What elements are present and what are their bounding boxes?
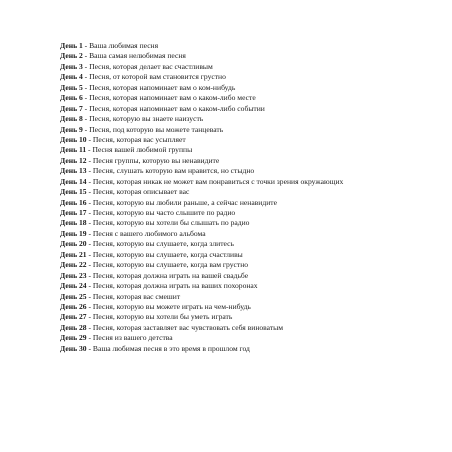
song-prompt-text: Песня, которая напоминает вам о каком-либо месте bbox=[89, 93, 256, 103]
day-label: День 20 bbox=[60, 239, 87, 249]
separator: - bbox=[86, 155, 93, 165]
song-prompt-text: Песня группы, которую вы ненавидите bbox=[92, 155, 220, 165]
day-label: День 29 bbox=[60, 333, 87, 343]
list-item bbox=[60, 229, 343, 239]
list-item bbox=[60, 239, 343, 249]
separator: - bbox=[86, 239, 93, 249]
day-label: День 6 bbox=[60, 93, 83, 103]
song-prompt-text: Песня, которую вы хотели бы слышать по радио bbox=[92, 218, 250, 228]
song-prompt-text: Песня, которая должна играть на вашей свадьбе bbox=[92, 270, 249, 280]
separator: - bbox=[86, 281, 93, 291]
separator: - bbox=[82, 72, 90, 82]
song-prompt-text: Ваша самая нелюбимая песня bbox=[89, 51, 186, 61]
list-item bbox=[60, 281, 343, 291]
song-challenge-list bbox=[60, 41, 343, 354]
list-item bbox=[60, 72, 343, 82]
list-item bbox=[60, 218, 343, 228]
list-item bbox=[60, 208, 343, 218]
day-label: День 23 bbox=[60, 270, 87, 280]
song-prompt-text: Песня, под которую вы можете танцевать bbox=[89, 124, 224, 134]
day-label: День 26 bbox=[60, 301, 87, 311]
list-item bbox=[60, 302, 343, 312]
song-prompt-text: Песня, которая напоминает вам о каком-либо событии bbox=[89, 103, 265, 113]
day-label: День 12 bbox=[60, 155, 87, 165]
list-item bbox=[60, 114, 343, 124]
separator: - bbox=[86, 249, 93, 259]
list-item bbox=[60, 41, 343, 51]
day-label: День 13 bbox=[60, 166, 87, 176]
separator: - bbox=[86, 312, 93, 322]
song-prompt-text: Песня вашей любимой группы bbox=[92, 145, 193, 155]
separator: - bbox=[86, 333, 93, 343]
song-prompt-text: Песня, которую вы слушаете, когда вам грустно bbox=[92, 260, 249, 270]
separator: - bbox=[82, 114, 90, 124]
song-prompt-text: Песня, которая заставляет вас чувствовать себя виноватым bbox=[92, 322, 284, 332]
day-label: День 21 bbox=[60, 249, 87, 259]
list-item bbox=[60, 323, 343, 333]
day-label: День 24 bbox=[60, 281, 87, 291]
song-prompt-text: Песня, которая вас смешит bbox=[92, 291, 181, 301]
list-item bbox=[60, 344, 343, 354]
song-prompt-text: Песня, которая описывает вас bbox=[92, 187, 190, 197]
day-label: День 4 bbox=[60, 72, 83, 82]
day-label: День 7 bbox=[60, 103, 83, 113]
list-item bbox=[60, 271, 343, 281]
separator: - bbox=[82, 61, 90, 71]
list-item bbox=[60, 62, 343, 72]
separator: - bbox=[86, 197, 93, 207]
song-prompt-text: Песня, которая никак не может вам понравиться с точки зрения окружающих bbox=[92, 176, 344, 186]
separator: - bbox=[82, 93, 90, 103]
song-prompt-text: Песня с вашего любимого альбома bbox=[92, 228, 206, 238]
song-prompt-text: Песня, которая напоминает вам о ком-нибудь bbox=[89, 82, 236, 92]
song-prompt-text: Песня, которую вы знаете наизусть bbox=[89, 114, 204, 124]
separator: - bbox=[86, 166, 93, 176]
separator: - bbox=[82, 41, 90, 50]
list-item bbox=[60, 83, 343, 93]
list-item bbox=[60, 333, 343, 343]
list-item bbox=[60, 187, 343, 197]
song-prompt-text: Песня, от которой вам становится грустно bbox=[89, 72, 226, 82]
day-label: День 17 bbox=[60, 208, 87, 217]
separator: - bbox=[82, 82, 90, 92]
separator: - bbox=[86, 228, 93, 238]
list-item bbox=[60, 104, 343, 114]
day-label: День 11 bbox=[60, 145, 87, 155]
day-label: День 30 bbox=[60, 343, 87, 353]
separator: - bbox=[86, 187, 93, 197]
list-item bbox=[60, 312, 343, 322]
separator: - bbox=[86, 134, 93, 144]
list-item bbox=[60, 93, 343, 103]
separator: - bbox=[82, 51, 90, 61]
list-item bbox=[60, 156, 343, 166]
song-prompt-text: Песня, которую вы хотели бы уметь играть bbox=[92, 312, 233, 322]
day-label: День 22 bbox=[60, 260, 87, 270]
separator: - bbox=[86, 260, 93, 270]
list-item bbox=[60, 198, 343, 208]
separator: - bbox=[86, 176, 93, 186]
song-prompt-text: Песня, слушать которую вам нравится, но стыдно bbox=[92, 166, 255, 176]
list-item bbox=[60, 292, 343, 302]
song-prompt-text: Песня, которая вас усыпляет bbox=[92, 134, 186, 144]
day-label: День 19 bbox=[60, 228, 87, 238]
song-prompt-text: Песня из вашего детства bbox=[92, 333, 173, 343]
separator: - bbox=[86, 270, 93, 280]
list-item bbox=[60, 145, 343, 155]
list-item bbox=[60, 125, 343, 135]
song-prompt-text: Песня, которая должна играть на ваших похоронах bbox=[92, 281, 258, 291]
list-item bbox=[60, 135, 343, 145]
day-label: День 9 bbox=[60, 124, 83, 134]
day-label: День 1 bbox=[60, 41, 83, 50]
day-label: День 14 bbox=[60, 176, 87, 186]
separator: - bbox=[86, 291, 93, 301]
day-label: День 8 bbox=[60, 114, 83, 124]
list-item bbox=[60, 166, 343, 176]
separator: - bbox=[86, 208, 93, 217]
day-label: День 28 bbox=[60, 322, 87, 332]
day-label: День 25 bbox=[60, 291, 87, 301]
list-item bbox=[60, 51, 343, 61]
song-prompt-text: Песня, которую вы часто слышите по радио bbox=[92, 208, 236, 217]
separator: - bbox=[86, 343, 93, 353]
list-item bbox=[60, 260, 343, 270]
song-prompt-text: Ваша любимая песня в это время в прошлом год bbox=[92, 343, 250, 353]
list-item bbox=[60, 177, 343, 187]
separator: - bbox=[82, 103, 90, 113]
day-label: День 10 bbox=[60, 134, 87, 144]
separator: - bbox=[82, 124, 90, 134]
list-item bbox=[60, 250, 343, 260]
separator: - bbox=[86, 301, 93, 311]
day-label: День 27 bbox=[60, 312, 87, 322]
song-prompt-text: Ваша любимая песня bbox=[89, 41, 159, 50]
song-prompt-text: Песня, которую вы слушаете, когда злитесь bbox=[92, 239, 234, 249]
song-prompt-text: Песня, которую вы слушаете, когда счастливы bbox=[92, 249, 243, 259]
day-label: День 5 bbox=[60, 82, 83, 92]
day-label: День 18 bbox=[60, 218, 87, 228]
day-label: День 2 bbox=[60, 51, 83, 61]
day-label: День 15 bbox=[60, 187, 87, 197]
song-prompt-text: Песня, которую вы можете играть на чем-нибудь bbox=[92, 301, 251, 311]
separator: - bbox=[86, 145, 93, 155]
day-label: День 16 bbox=[60, 197, 87, 207]
song-prompt-text: Песня, которая делает вас счастливым bbox=[89, 61, 213, 71]
day-label: День 3 bbox=[60, 61, 83, 71]
song-prompt-text: Песня, которую вы любили раньше, а сейчас ненавидите bbox=[92, 197, 277, 207]
separator: - bbox=[86, 322, 93, 332]
separator: - bbox=[86, 218, 93, 228]
